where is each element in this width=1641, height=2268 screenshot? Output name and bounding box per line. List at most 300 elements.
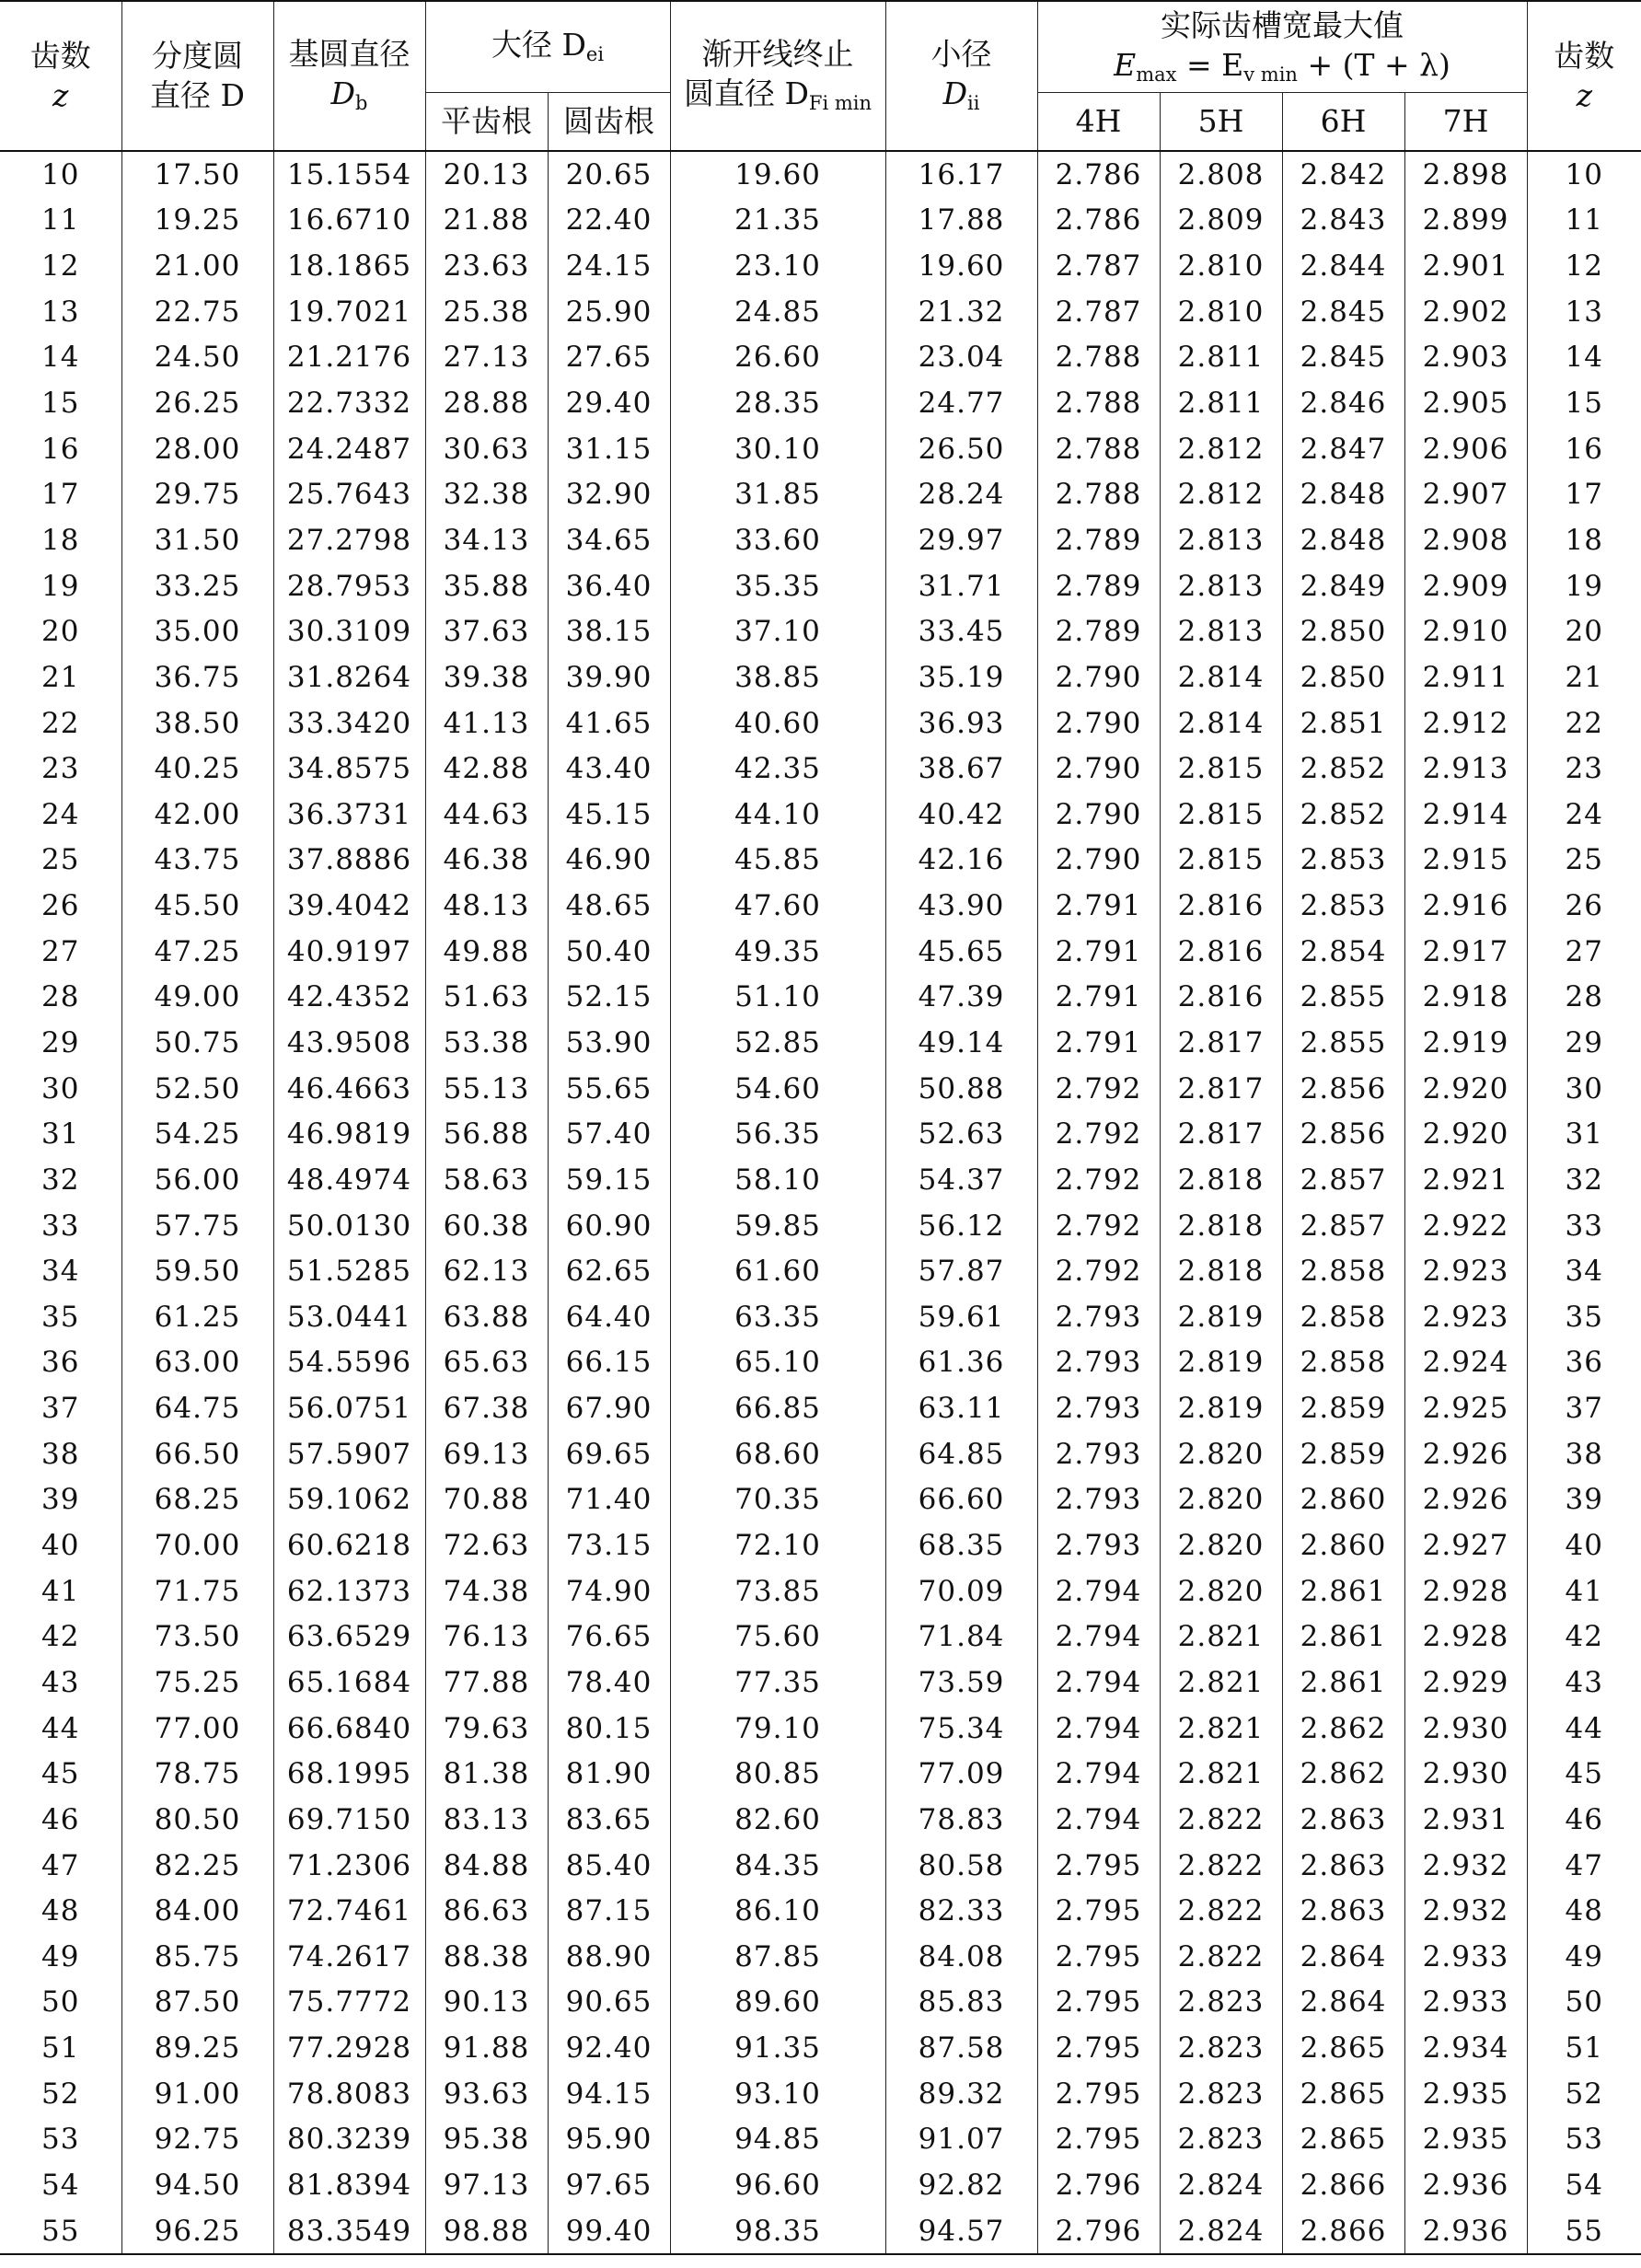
cell-major-round: 20.65 bbox=[548, 151, 670, 198]
cell-base-diameter: 69.7150 bbox=[273, 1797, 425, 1843]
cell-teeth: 34 bbox=[41, 1255, 80, 1289]
cell-involute-diameter: 47.60 bbox=[670, 883, 885, 929]
cell-major-round: 99.40 bbox=[548, 2208, 670, 2255]
cell-major-flat: 76.13 bbox=[425, 1614, 548, 1660]
cell-emax-4h: 2.795 bbox=[1037, 1934, 1160, 1980]
cell-emax-6h: 2.866 bbox=[1282, 2208, 1404, 2255]
cell-major-round: 24.15 bbox=[548, 243, 670, 289]
cell-emax-4h: 2.790 bbox=[1037, 838, 1160, 884]
cell-pitch-diameter: 87.50 bbox=[121, 1980, 273, 2026]
cell-emax-5h: 2.812 bbox=[1160, 471, 1282, 517]
cell-pitch-diameter: 64.75 bbox=[121, 1385, 273, 1431]
cell-emax-7h: 2.903 bbox=[1404, 335, 1527, 381]
cell-minor-diameter: 63.11 bbox=[885, 1385, 1037, 1431]
cell-major-round: 76.65 bbox=[548, 1614, 670, 1660]
header-major-diameter: 大径 $D_{ei}$ bbox=[425, 1, 670, 93]
cell-emax-5h: 2.811 bbox=[1160, 380, 1282, 426]
cell-involute-diameter: 38.85 bbox=[670, 654, 885, 700]
cell-emax-7h: 2.916 bbox=[1404, 883, 1527, 929]
table-row bbox=[0, 2162, 1641, 2208]
table-row bbox=[0, 563, 1641, 609]
cell-major-round: 48.65 bbox=[548, 883, 670, 929]
cell-minor-diameter: 78.83 bbox=[885, 1797, 1037, 1843]
cell-emax-7h: 2.923 bbox=[1404, 1248, 1527, 1294]
cell-teeth: 54 bbox=[41, 2169, 80, 2202]
cell-emax-7h: 2.906 bbox=[1404, 426, 1527, 472]
table-row bbox=[0, 1431, 1641, 1477]
cell-teeth-right: 21 bbox=[1527, 654, 1641, 700]
cell-minor-diameter: 57.87 bbox=[885, 1248, 1037, 1294]
cell-emax-7h: 2.901 bbox=[1404, 243, 1527, 289]
cell-involute-diameter: 91.35 bbox=[670, 2025, 885, 2071]
cell-emax-5h: 2.819 bbox=[1160, 1294, 1282, 1340]
cell-emax-4h: 2.788 bbox=[1037, 380, 1160, 426]
cell-major-round: 46.90 bbox=[548, 838, 670, 884]
cell-teeth: 46 bbox=[41, 1802, 80, 1836]
cell-involute-diameter: 30.10 bbox=[670, 426, 885, 472]
cell-teeth-right: 25 bbox=[1527, 838, 1641, 884]
cell-teeth-right: 47 bbox=[1527, 1843, 1641, 1889]
cell-pitch-diameter: 80.50 bbox=[121, 1797, 273, 1843]
cell-major-round: 95.90 bbox=[548, 2117, 670, 2163]
cell-major-flat: 81.38 bbox=[425, 1751, 548, 1797]
cell-major-round: 87.15 bbox=[548, 1888, 670, 1934]
cell-base-diameter: 72.7461 bbox=[273, 1888, 425, 1934]
cell-pitch-diameter: 82.25 bbox=[121, 1843, 273, 1889]
cell-involute-diameter: 40.60 bbox=[670, 700, 885, 746]
cell-emax-4h: 2.788 bbox=[1037, 426, 1160, 472]
cell-teeth: 40 bbox=[41, 1529, 80, 1563]
cell-major-round: 73.15 bbox=[548, 1522, 670, 1568]
cell-teeth: 12 bbox=[41, 249, 80, 284]
cell-emax-5h: 2.821 bbox=[1160, 1614, 1282, 1660]
cell-emax-4h: 2.789 bbox=[1037, 563, 1160, 609]
cell-emax-7h: 2.899 bbox=[1404, 198, 1527, 244]
cell-teeth-right: 24 bbox=[1527, 792, 1641, 838]
cell-emax-6h: 2.858 bbox=[1282, 1340, 1404, 1386]
cell-major-flat: 86.63 bbox=[425, 1888, 548, 1934]
cell-emax-6h: 2.863 bbox=[1282, 1797, 1404, 1843]
cell-major-round: 71.40 bbox=[548, 1477, 670, 1523]
cell-teeth-right: 35 bbox=[1527, 1294, 1641, 1340]
cell-teeth: 44 bbox=[41, 1711, 80, 1745]
cell-major-flat: 25.38 bbox=[425, 289, 548, 335]
cell-major-round: 27.65 bbox=[548, 335, 670, 381]
table-row bbox=[0, 1203, 1641, 1249]
cell-teeth: 38 bbox=[41, 1437, 80, 1471]
cell-emax-4h: 2.793 bbox=[1037, 1431, 1160, 1477]
cell-teeth: 11 bbox=[41, 203, 80, 237]
cell-teeth-right: 15 bbox=[1527, 380, 1641, 426]
cell-major-flat: 34.13 bbox=[425, 517, 548, 563]
cell-base-diameter: 37.8886 bbox=[273, 838, 425, 884]
cell-base-diameter: 75.7772 bbox=[273, 1980, 425, 2026]
table-row bbox=[0, 1522, 1641, 1568]
cell-emax-5h: 2.808 bbox=[1160, 151, 1282, 198]
cell-teeth-right: 31 bbox=[1527, 1111, 1641, 1157]
cell-minor-diameter: 85.83 bbox=[885, 1980, 1037, 2026]
cell-pitch-diameter: 94.50 bbox=[121, 2162, 273, 2208]
cell-involute-diameter: 87.85 bbox=[670, 1934, 885, 1980]
cell-major-flat: 88.38 bbox=[425, 1934, 548, 1980]
cell-base-diameter: 43.9508 bbox=[273, 1020, 425, 1066]
cell-teeth: 41 bbox=[41, 1574, 80, 1608]
cell-emax-4h: 2.786 bbox=[1037, 151, 1160, 198]
cell-minor-diameter: 61.36 bbox=[885, 1340, 1037, 1386]
table-row bbox=[0, 2117, 1641, 2163]
cell-teeth-right: 49 bbox=[1527, 1934, 1641, 1980]
cell-minor-diameter: 73.59 bbox=[885, 1660, 1037, 1706]
cell-base-diameter: 46.4663 bbox=[273, 1066, 425, 1112]
cell-teeth: 23 bbox=[41, 752, 80, 786]
table-header bbox=[0, 1, 1641, 151]
table-row bbox=[0, 1980, 1641, 2026]
cell-emax-7h: 2.935 bbox=[1404, 2071, 1527, 2117]
cell-emax-5h: 2.811 bbox=[1160, 335, 1282, 381]
cell-emax-7h: 2.898 bbox=[1404, 151, 1527, 198]
cell-major-round: 59.15 bbox=[548, 1157, 670, 1203]
cell-emax-5h: 2.822 bbox=[1160, 1797, 1282, 1843]
cell-emax-7h: 2.933 bbox=[1404, 1980, 1527, 2026]
cell-emax-4h: 2.796 bbox=[1037, 2162, 1160, 2208]
table-row bbox=[0, 746, 1641, 792]
cell-emax-7h: 2.917 bbox=[1404, 929, 1527, 975]
cell-involute-diameter: 28.35 bbox=[670, 380, 885, 426]
cell-emax-6h: 2.845 bbox=[1282, 335, 1404, 381]
cell-emax-7h: 2.927 bbox=[1404, 1522, 1527, 1568]
cell-teeth: 43 bbox=[41, 1665, 80, 1699]
cell-teeth: 35 bbox=[41, 1300, 80, 1334]
cell-major-round: 69.65 bbox=[548, 1431, 670, 1477]
cell-major-round: 45.15 bbox=[548, 792, 670, 838]
table-row bbox=[0, 2208, 1641, 2255]
cell-major-flat: 60.38 bbox=[425, 1203, 548, 1249]
cell-teeth-right: 38 bbox=[1527, 1431, 1641, 1477]
cell-emax-5h: 2.817 bbox=[1160, 1066, 1282, 1112]
cell-base-diameter: 18.1865 bbox=[273, 243, 425, 289]
cell-teeth-right: 50 bbox=[1527, 1980, 1641, 2026]
cell-teeth: 32 bbox=[41, 1163, 80, 1197]
cell-teeth: 50 bbox=[41, 1985, 80, 2019]
cell-major-round: 55.65 bbox=[548, 1066, 670, 1112]
cell-emax-6h: 2.865 bbox=[1282, 2117, 1404, 2163]
cell-base-diameter: 59.1062 bbox=[273, 1477, 425, 1523]
cell-emax-6h: 2.845 bbox=[1282, 289, 1404, 335]
cell-base-diameter: 42.4352 bbox=[273, 975, 425, 1021]
cell-minor-diameter: 91.07 bbox=[885, 2117, 1037, 2163]
cell-pitch-diameter: 38.50 bbox=[121, 700, 273, 746]
cell-emax-7h: 2.919 bbox=[1404, 1020, 1527, 1066]
cell-emax-7h: 2.920 bbox=[1404, 1111, 1527, 1157]
cell-emax-5h: 2.824 bbox=[1160, 2208, 1282, 2255]
cell-base-diameter: 65.1684 bbox=[273, 1660, 425, 1706]
cell-emax-6h: 2.863 bbox=[1282, 1843, 1404, 1889]
cell-pitch-diameter: 49.00 bbox=[121, 975, 273, 1021]
cell-major-round: 32.90 bbox=[548, 471, 670, 517]
cell-base-diameter: 50.0130 bbox=[273, 1203, 425, 1249]
cell-emax-6h: 2.866 bbox=[1282, 2162, 1404, 2208]
cell-teeth-right: 43 bbox=[1527, 1660, 1641, 1706]
table-row bbox=[0, 1111, 1641, 1157]
cell-teeth: 19 bbox=[41, 569, 80, 603]
cell-emax-4h: 2.795 bbox=[1037, 1888, 1160, 1934]
cell-teeth-right: 34 bbox=[1527, 1248, 1641, 1294]
cell-base-diameter: 25.7643 bbox=[273, 471, 425, 517]
cell-emax-6h: 2.865 bbox=[1282, 2025, 1404, 2071]
cell-involute-diameter: 65.10 bbox=[670, 1340, 885, 1386]
cell-emax-6h: 2.856 bbox=[1282, 1066, 1404, 1112]
cell-pitch-diameter: 21.00 bbox=[121, 243, 273, 289]
cell-major-round: 80.15 bbox=[548, 1706, 670, 1752]
cell-major-flat: 84.88 bbox=[425, 1843, 548, 1889]
cell-pitch-diameter: 84.00 bbox=[121, 1888, 273, 1934]
cell-pitch-diameter: 28.00 bbox=[121, 426, 273, 472]
cell-major-flat: 95.38 bbox=[425, 2117, 548, 2163]
table-row bbox=[0, 289, 1641, 335]
cell-involute-diameter: 96.60 bbox=[670, 2162, 885, 2208]
cell-base-diameter: 56.0751 bbox=[273, 1385, 425, 1431]
cell-pitch-diameter: 70.00 bbox=[121, 1522, 273, 1568]
table-row bbox=[0, 1294, 1641, 1340]
cell-emax-4h: 2.794 bbox=[1037, 1614, 1160, 1660]
cell-emax-5h: 2.813 bbox=[1160, 608, 1282, 654]
cell-major-round: 41.65 bbox=[548, 700, 670, 746]
cell-major-round: 57.40 bbox=[548, 1111, 670, 1157]
cell-involute-diameter: 19.60 bbox=[670, 151, 885, 198]
cell-teeth: 22 bbox=[41, 706, 80, 740]
cell-pitch-diameter: 71.75 bbox=[121, 1568, 273, 1614]
cell-minor-diameter: 26.50 bbox=[885, 426, 1037, 472]
cell-emax-5h: 2.823 bbox=[1160, 1980, 1282, 2026]
cell-teeth: 29 bbox=[41, 1025, 80, 1059]
cell-emax-6h: 2.862 bbox=[1282, 1706, 1404, 1752]
cell-teeth-right: 18 bbox=[1527, 517, 1641, 563]
cell-emax-7h: 2.902 bbox=[1404, 289, 1527, 335]
cell-teeth: 25 bbox=[41, 843, 80, 877]
cell-teeth: 20 bbox=[41, 615, 80, 649]
table-row bbox=[0, 1477, 1641, 1523]
cell-major-flat: 27.13 bbox=[425, 335, 548, 381]
cell-emax-5h: 2.818 bbox=[1160, 1203, 1282, 1249]
cell-base-diameter: 48.4974 bbox=[273, 1157, 425, 1203]
cell-pitch-diameter: 35.00 bbox=[121, 608, 273, 654]
cell-emax-4h: 2.791 bbox=[1037, 975, 1160, 1021]
cell-involute-diameter: 35.35 bbox=[670, 563, 885, 609]
cell-minor-diameter: 92.82 bbox=[885, 2162, 1037, 2208]
cell-involute-diameter: 54.60 bbox=[670, 1066, 885, 1112]
cell-major-flat: 32.38 bbox=[425, 471, 548, 517]
cell-emax-5h: 2.822 bbox=[1160, 1843, 1282, 1889]
table-row bbox=[0, 838, 1641, 884]
cell-base-diameter: 40.9197 bbox=[273, 929, 425, 975]
cell-minor-diameter: 70.09 bbox=[885, 1568, 1037, 1614]
cell-minor-diameter: 43.90 bbox=[885, 883, 1037, 929]
cell-emax-6h: 2.857 bbox=[1282, 1203, 1404, 1249]
cell-teeth: 31 bbox=[41, 1117, 80, 1151]
cell-major-round: 52.15 bbox=[548, 975, 670, 1021]
cell-involute-diameter: 51.10 bbox=[670, 975, 885, 1021]
table-row bbox=[0, 1888, 1641, 1934]
cell-involute-diameter: 21.35 bbox=[670, 198, 885, 244]
cell-emax-4h: 2.795 bbox=[1037, 1980, 1160, 2026]
cell-major-flat: 97.13 bbox=[425, 2162, 548, 2208]
cell-emax-5h: 2.820 bbox=[1160, 1477, 1282, 1523]
cell-major-flat: 65.63 bbox=[425, 1340, 548, 1386]
cell-emax-6h: 2.859 bbox=[1282, 1431, 1404, 1477]
cell-emax-6h: 2.861 bbox=[1282, 1660, 1404, 1706]
cell-major-round: 43.40 bbox=[548, 746, 670, 792]
cell-emax-5h: 2.820 bbox=[1160, 1431, 1282, 1477]
cell-involute-diameter: 42.35 bbox=[670, 746, 885, 792]
table-row bbox=[0, 1614, 1641, 1660]
cell-teeth-right: 32 bbox=[1527, 1157, 1641, 1203]
cell-emax-5h: 2.822 bbox=[1160, 1888, 1282, 1934]
cell-emax-7h: 2.918 bbox=[1404, 975, 1527, 1021]
cell-emax-5h: 2.821 bbox=[1160, 1706, 1282, 1752]
cell-emax-4h: 2.790 bbox=[1037, 746, 1160, 792]
cell-minor-diameter: 50.88 bbox=[885, 1066, 1037, 1112]
cell-involute-diameter: 82.60 bbox=[670, 1797, 885, 1843]
cell-teeth-right: 12 bbox=[1527, 243, 1641, 289]
cell-teeth-right: 48 bbox=[1527, 1888, 1641, 1934]
cell-emax-6h: 2.858 bbox=[1282, 1248, 1404, 1294]
cell-teeth-right: 55 bbox=[1527, 2208, 1641, 2255]
cell-teeth-right: 41 bbox=[1527, 1568, 1641, 1614]
cell-pitch-diameter: 68.25 bbox=[121, 1477, 273, 1523]
cell-emax-7h: 2.913 bbox=[1404, 746, 1527, 792]
cell-emax-6h: 2.864 bbox=[1282, 1934, 1404, 1980]
cell-emax-5h: 2.814 bbox=[1160, 700, 1282, 746]
cell-emax-6h: 2.852 bbox=[1282, 792, 1404, 838]
cell-teeth-right: 28 bbox=[1527, 975, 1641, 1021]
cell-pitch-diameter: 52.50 bbox=[121, 1066, 273, 1112]
header-minor-diameter: 小径 $D_{ii}$ bbox=[885, 1, 1037, 151]
table-row bbox=[0, 883, 1641, 929]
cell-major-flat: 48.13 bbox=[425, 883, 548, 929]
cell-emax-4h: 2.792 bbox=[1037, 1248, 1160, 1294]
cell-pitch-diameter: 96.25 bbox=[121, 2208, 273, 2255]
cell-base-diameter: 27.2798 bbox=[273, 517, 425, 563]
cell-base-diameter: 16.6710 bbox=[273, 198, 425, 244]
cell-base-diameter: 63.6529 bbox=[273, 1614, 425, 1660]
cell-emax-6h: 2.848 bbox=[1282, 471, 1404, 517]
cell-involute-diameter: 72.10 bbox=[670, 1522, 885, 1568]
header-teeth-count-right: 齿数 z bbox=[1527, 1, 1641, 151]
cell-emax-4h: 2.794 bbox=[1037, 1660, 1160, 1706]
cell-pitch-diameter: 47.25 bbox=[121, 929, 273, 975]
cell-base-diameter: 62.1373 bbox=[273, 1568, 425, 1614]
cell-minor-diameter: 21.32 bbox=[885, 289, 1037, 335]
cell-emax-5h: 2.812 bbox=[1160, 426, 1282, 472]
cell-minor-diameter: 23.04 bbox=[885, 335, 1037, 381]
cell-minor-diameter: 75.34 bbox=[885, 1706, 1037, 1752]
cell-involute-diameter: 37.10 bbox=[670, 608, 885, 654]
cell-emax-5h: 2.810 bbox=[1160, 243, 1282, 289]
cell-major-flat: 51.63 bbox=[425, 975, 548, 1021]
cell-involute-diameter: 26.60 bbox=[670, 335, 885, 381]
cell-involute-diameter: 24.85 bbox=[670, 289, 885, 335]
cell-teeth-right: 39 bbox=[1527, 1477, 1641, 1523]
cell-teeth-right: 27 bbox=[1527, 929, 1641, 975]
cell-emax-4h: 2.791 bbox=[1037, 1020, 1160, 1066]
table-row bbox=[0, 1066, 1641, 1112]
cell-major-flat: 93.63 bbox=[425, 2071, 548, 2117]
cell-minor-diameter: 84.08 bbox=[885, 1934, 1037, 1980]
cell-minor-diameter: 94.57 bbox=[885, 2208, 1037, 2255]
cell-emax-6h: 2.852 bbox=[1282, 746, 1404, 792]
cell-major-round: 97.65 bbox=[548, 2162, 670, 2208]
cell-involute-diameter: 86.10 bbox=[670, 1888, 885, 1934]
header-emax: 实际齿槽宽最大值 $E_{max} = E_{v min} + (T + \lambda)$ bbox=[1037, 1, 1527, 93]
cell-involute-diameter: 44.10 bbox=[670, 792, 885, 838]
table-row bbox=[0, 426, 1641, 472]
cell-minor-diameter: 87.58 bbox=[885, 2025, 1037, 2071]
cell-emax-4h: 2.792 bbox=[1037, 1066, 1160, 1112]
cell-teeth: 17 bbox=[41, 478, 80, 512]
cell-pitch-diameter: 89.25 bbox=[121, 2025, 273, 2071]
table-row bbox=[0, 792, 1641, 838]
header-teeth-count: 齿数 z bbox=[29, 37, 91, 113]
header-6h: 6H bbox=[1282, 93, 1404, 152]
cell-teeth: 13 bbox=[41, 295, 80, 329]
cell-minor-diameter: 77.09 bbox=[885, 1751, 1037, 1797]
cell-pitch-diameter: 40.25 bbox=[121, 746, 273, 792]
cell-base-diameter: 71.2306 bbox=[273, 1843, 425, 1889]
cell-minor-diameter: 29.97 bbox=[885, 517, 1037, 563]
table-row bbox=[0, 1157, 1641, 1203]
table-row bbox=[0, 1020, 1641, 1066]
cell-teeth-right: 19 bbox=[1527, 563, 1641, 609]
table-row bbox=[0, 151, 1641, 198]
cell-emax-4h: 2.790 bbox=[1037, 792, 1160, 838]
cell-emax-7h: 2.912 bbox=[1404, 700, 1527, 746]
table-row bbox=[0, 654, 1641, 700]
cell-base-diameter: 22.7332 bbox=[273, 380, 425, 426]
cell-major-flat: 55.13 bbox=[425, 1066, 548, 1112]
cell-emax-6h: 2.842 bbox=[1282, 151, 1404, 198]
cell-emax-4h: 2.787 bbox=[1037, 289, 1160, 335]
table-row bbox=[0, 380, 1641, 426]
cell-emax-6h: 2.853 bbox=[1282, 883, 1404, 929]
cell-minor-diameter: 35.19 bbox=[885, 654, 1037, 700]
cell-minor-diameter: 89.32 bbox=[885, 2071, 1037, 2117]
cell-emax-7h: 2.936 bbox=[1404, 2208, 1527, 2255]
cell-major-round: 90.65 bbox=[548, 1980, 670, 2026]
cell-base-diameter: 83.3549 bbox=[273, 2208, 425, 2255]
cell-emax-4h: 2.794 bbox=[1037, 1751, 1160, 1797]
cell-teeth: 36 bbox=[41, 1346, 80, 1380]
cell-involute-diameter: 49.35 bbox=[670, 929, 885, 975]
cell-base-diameter: 68.1995 bbox=[273, 1751, 425, 1797]
cell-involute-diameter: 68.60 bbox=[670, 1431, 885, 1477]
table-row bbox=[0, 198, 1641, 244]
cell-base-diameter: 36.3731 bbox=[273, 792, 425, 838]
cell-emax-7h: 2.925 bbox=[1404, 1385, 1527, 1431]
cell-base-diameter: 77.2928 bbox=[273, 2025, 425, 2071]
cell-emax-7h: 2.930 bbox=[1404, 1751, 1527, 1797]
header-involute-diameter: 渐开线终止 圆直径 $D_{Fi min}$ bbox=[670, 1, 885, 151]
cell-major-flat: 72.63 bbox=[425, 1522, 548, 1568]
cell-emax-4h: 2.793 bbox=[1037, 1340, 1160, 1386]
cell-major-flat: 39.38 bbox=[425, 654, 548, 700]
cell-emax-7h: 2.909 bbox=[1404, 563, 1527, 609]
cell-emax-6h: 2.857 bbox=[1282, 1157, 1404, 1203]
cell-involute-diameter: 73.85 bbox=[670, 1568, 885, 1614]
cell-base-diameter: 24.2487 bbox=[273, 426, 425, 472]
cell-minor-diameter: 24.77 bbox=[885, 380, 1037, 426]
cell-major-flat: 83.13 bbox=[425, 1797, 548, 1843]
cell-involute-diameter: 77.35 bbox=[670, 1660, 885, 1706]
